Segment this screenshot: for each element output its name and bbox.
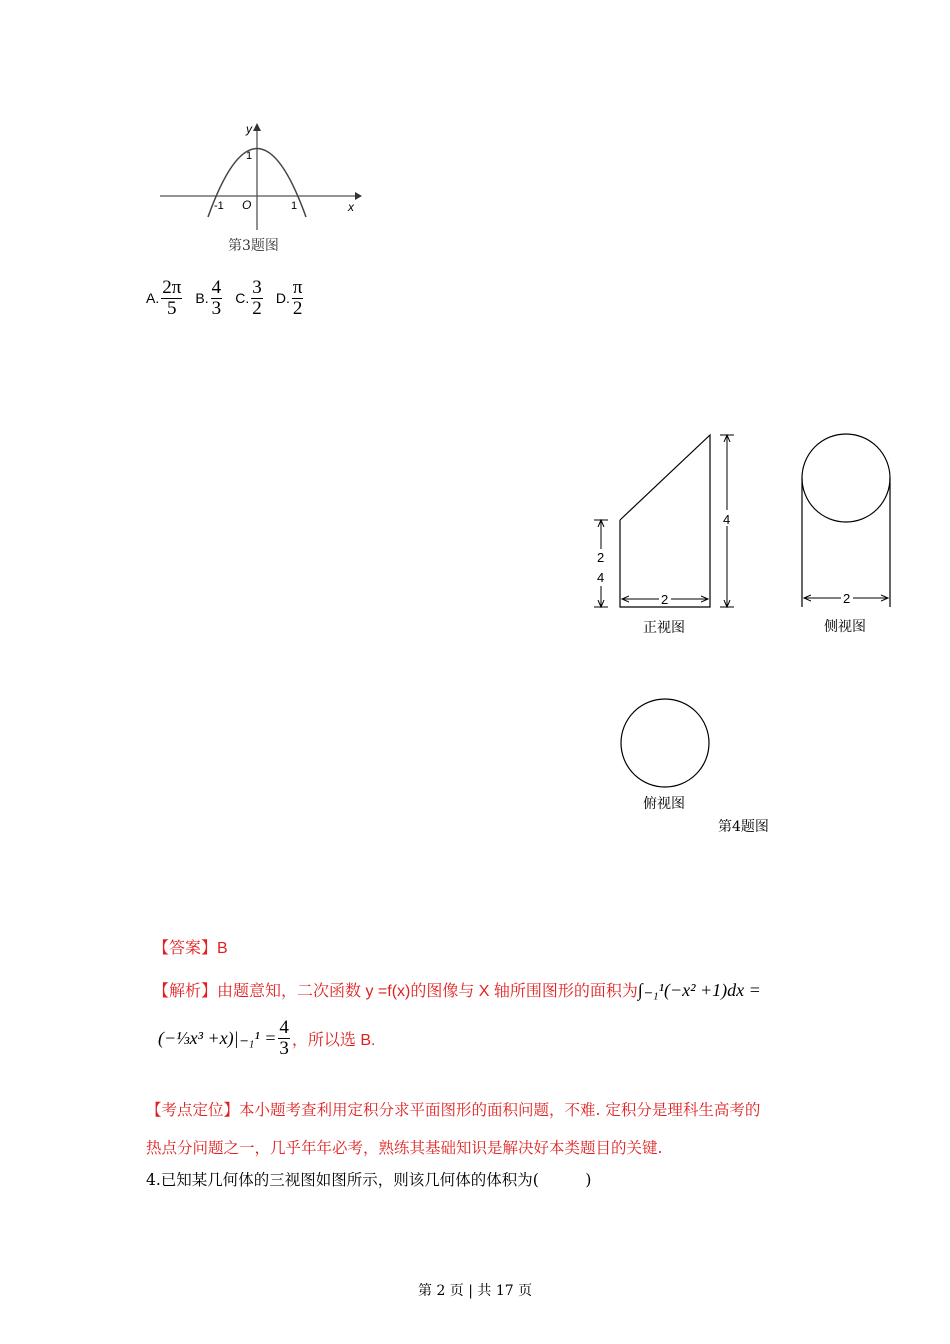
key-point-line1 — [146, 1098, 760, 1120]
origin-label: O — [242, 198, 252, 212]
front-view — [620, 435, 710, 607]
analysis-line1 — [153, 978, 761, 1001]
option-c-label: C. — [235, 290, 250, 306]
key-point-text1: 本小题考查利用定积分求平面图形的面积问题，不难. 定积分是理科生高考的 — [239, 1101, 761, 1119]
option-b-label: B. — [195, 290, 209, 306]
numerator: 2π — [162, 277, 182, 298]
question-4: 4.已知某几何体的三视图如图所示，则该几何体的体积为( ) — [146, 1171, 592, 1189]
figure4-caption: 第4题图 — [718, 819, 769, 835]
option-d-label: D. — [275, 290, 290, 306]
numerator: 3 — [252, 277, 262, 298]
key-point-tag: 【考点定位】 — [146, 1101, 240, 1119]
dim-front-bottom: 2 — [661, 592, 669, 607]
antiderivative-expression: (−⅓x³ +x)|₋₁¹ = — [158, 1028, 277, 1048]
page-footer: 第 2 页 | 共 17 页 — [418, 1283, 533, 1299]
denominator: 5 — [167, 298, 177, 319]
x-axis-arrow-icon — [355, 192, 362, 200]
analysis-text: 由题意知，二次函数 y =f(x)的图像与 X 轴所围图形的面积为 — [217, 983, 638, 1000]
tick-y1: 1 — [246, 150, 253, 162]
x-axis-label: x — [348, 200, 354, 214]
denominator: 2 — [252, 298, 262, 319]
key-point-line2: 热点分问题之一，几乎年年必考，熟练其基础知识是解决好本类题目的关键. — [146, 1139, 663, 1157]
front-view-caption: 正视图 — [643, 620, 685, 636]
result-fraction — [278, 1018, 290, 1059]
denominator: 3 — [279, 1038, 289, 1059]
answer-value: B — [217, 940, 228, 957]
tick-pos1: 1 — [291, 200, 298, 212]
option-d-fraction — [292, 278, 304, 319]
three-view-figure — [580, 420, 920, 850]
denominator: 2 — [292, 298, 303, 319]
side-view — [802, 434, 890, 607]
option-c-fraction — [251, 278, 263, 319]
top-view — [621, 699, 709, 787]
conclusion-text: ，所以选 B. — [291, 1032, 376, 1049]
integral-expression: ∫₋₁¹(−x² +1)dx = — [637, 980, 761, 1000]
top-view-caption: 俯视图 — [643, 796, 685, 812]
analysis-tag: 【解析】 — [153, 983, 218, 1000]
option-b-fraction — [211, 278, 223, 319]
numerator: 4 — [211, 277, 222, 298]
side-view-caption: 侧视图 — [824, 619, 866, 635]
answer-tag: 【答案】 — [153, 940, 218, 957]
y-axis-label: y — [246, 122, 252, 136]
tick-neg1: -1 — [214, 200, 224, 212]
option-a-fraction — [161, 278, 182, 319]
numerator: π — [292, 277, 303, 298]
dim-left-a: 2 — [597, 550, 605, 565]
numerator: 4 — [279, 1017, 289, 1038]
answer-options — [140, 278, 305, 319]
dim-right: 4 — [723, 512, 731, 527]
denominator: 3 — [211, 298, 222, 319]
option-a-label: A. — [146, 290, 160, 306]
y-axis-arrow-icon — [253, 123, 261, 131]
figure3-caption: 第3题图 — [228, 238, 279, 254]
dim-side-bottom: 2 — [843, 591, 851, 606]
answer-line — [153, 935, 228, 958]
parabola-figure — [150, 115, 380, 235]
analysis-line2 — [158, 1018, 375, 1059]
dim-left-b: 4 — [597, 570, 605, 585]
